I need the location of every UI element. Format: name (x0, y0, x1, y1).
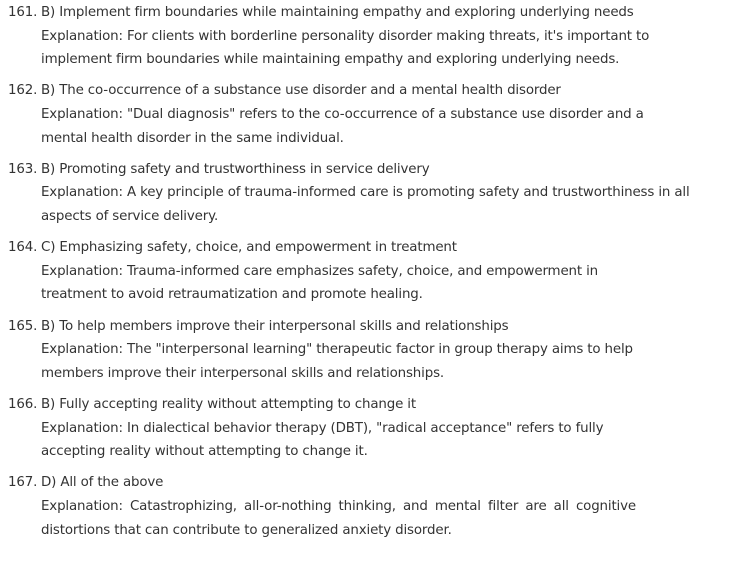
answer-explanation: Explanation: For clients with borderline personality disorder making threats, it's important to implement firm boundaries while maintaining empathy and exploring underlying needs. (41, 28, 650, 68)
answer-explanation: Explanation: In dialectical behavior therapy (DBT), "radical acceptance" refers to fully accepting reality without attempting to change it. (41, 420, 604, 460)
correct-answer: B) Fully accepting reality without attempting to change it (41, 396, 416, 412)
answer-item-163 (0, 157, 754, 235)
question-number: 162. (8, 83, 38, 99)
answer-item-164 (0, 235, 754, 313)
answer-item-167 (0, 470, 754, 548)
answer-explanation: Explanation: Trauma-informed care emphasizes safety, choice, and empowerment in treatment to avoid retraumatization and promote healing. (41, 263, 598, 303)
answer-explanation: Explanation: A key principle of trauma-informed care is promoting safety and trustworthiness in all aspects of service delivery. (41, 185, 690, 224)
question-number: 164. (8, 240, 38, 256)
answer-item-162 (0, 78, 754, 156)
correct-answer: C) Emphasizing safety, choice, and empowerment in treatment (41, 240, 457, 256)
correct-answer: B) Implement firm boundaries while maintaining empathy and exploring underlying needs (41, 5, 634, 20)
answer-explanation: Explanation: The "interpersonal learning" therapeutic factor in group therapy aims to help members improve their interpersonal skills and relationships. (41, 342, 633, 381)
correct-answer: B) To help members improve their interpersonal skills and relationships (41, 318, 509, 334)
question-number: 163. (8, 161, 38, 177)
question-number: 167. (8, 475, 38, 491)
question-number: 166. (8, 396, 38, 412)
answer-explanation: Explanation: "Dual diagnosis" refers to the co-occurrence of a substance use disorder and a mental health disorder in the same individual. (41, 106, 644, 146)
answer-item-161 (0, 0, 754, 78)
correct-answer: B) Promoting safety and trustworthiness in service delivery (41, 161, 430, 177)
correct-answer: B) The co-occurrence of a substance use disorder and a mental health disorder (41, 83, 561, 99)
answer-explanation: Explanation: Catastrophizing, all-or-nothing thinking, and mental filter are all cognitive distortions that can contribute to generalized anxiety disorder. (41, 498, 636, 538)
answer-item-166 (0, 392, 754, 470)
answer-item-165 (0, 314, 754, 392)
question-number: 161. (8, 5, 38, 20)
question-number: 165. (8, 318, 38, 334)
correct-answer: D) All of the above (41, 475, 164, 491)
